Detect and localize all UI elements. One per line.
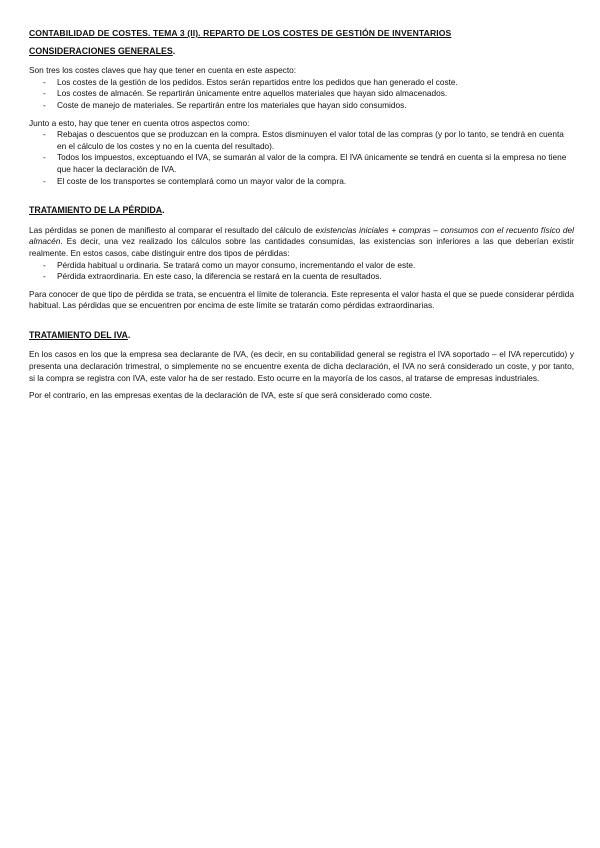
section-heading-perdida: TRATAMIENTO DE LA PÉRDIDA. (29, 205, 165, 216)
perdida-paragraph-1: Las pérdidas se ponen de manifiesto al comparar el resultado del cálculo de existencias iniciales + compras – consumos con el recuento físico del almacén. Es decir, una vez realizado los cálculos sobre las cantidades consumidas, las existencias son inferiores a las que deberían existir realmente. En estos casos, cabe distinguir entre dos tipos de pérdidas: (29, 224, 575, 258)
iva-paragraph-1: En los casos en los que la empresa sea declarante de IVA, (es decir, en su contabilidad general se registra el IVA soportado – el IVA repercutido) y presenta una declaración trimestral, o simplemente no se encuentre exenta de dicha declaración, el IVA no será considerado un coste, y por tanto, si la compra se registra con IVA, este valor ha de ser restado. Esto ocurre en la mayoría de los casos, al tratarse de empresas industriales. (29, 349, 574, 383)
consideraciones-list-2 (29, 129, 574, 187)
list-item: - Los costes de la gestión de los pedidos. Estos serán repartidos entre los pedidos que han generado el coste. (43, 77, 574, 89)
section-heading-consideraciones: CONSIDERACIONES GENERALES. (29, 45, 176, 56)
list-item: - El coste de los transportes se contemplará como un mayor valor de la compra. (43, 176, 574, 188)
list-item: - Coste de manejo de materiales. Se repartirán entre los materiales que hayan sido consumidos. (43, 100, 574, 112)
page-title: CONTABILIDAD DE COSTES. TEMA 3 (II). REPARTO DE LOS COSTES DE GESTIÓN DE INVENTARIOS (29, 28, 452, 38)
section-heading-iva: TRATAMIENTO DEL IVA. (29, 329, 131, 340)
consideraciones-list (29, 77, 574, 112)
consideraciones-intro-2: Junto a esto, hay que tener en cuenta otros aspectos como: (29, 117, 250, 128)
list-item: - Pérdida extraordinaria. En este caso, la diferencia se restará en la cuenta de resultados. (43, 271, 574, 283)
perdida-paragraph-2: Para conocer de que tipo de pérdida se trata, se encuentra el límite de tolerancia. Este representa el valor hasta el que se puede considerar pérdida habitual. Las pérdidas que se encuentren por encima de este límite se tratarán como pérdidas extraordinarias. (29, 288, 574, 311)
list-item: - Los costes de almacén. Se repartirán únicamente entre aquellos materiales que hayan sido almacenados. (43, 88, 574, 100)
list-item: - Todos los impuestos, exceptuando el IVA, se sumarán al valor de la compra. El IVA únicamente se tendrá en cuenta si la empresa no tiene que hacer la declaración de IVA. (43, 152, 574, 175)
list-item: - Rebajas o descuentos que se produzcan en la compra. Estos disminuyen el valor total de las compras (y por lo tanto, se tendrá en cuenta en el cálculo de los costes y no en la cuenta del resultado). (43, 129, 574, 152)
list-item: - Pérdida habitual u ordinaria. Se tratará como un mayor consumo, incrementando el valor de este. (43, 260, 574, 272)
perdida-list (29, 260, 574, 283)
iva-paragraph-2: Por el contrario, en las empresas exentas de la declaración de IVA, este sí que será considerado como coste. (29, 390, 432, 401)
consideraciones-intro: Son tres los costes claves que hay que tener en cuenta en este aspecto: (29, 65, 297, 76)
